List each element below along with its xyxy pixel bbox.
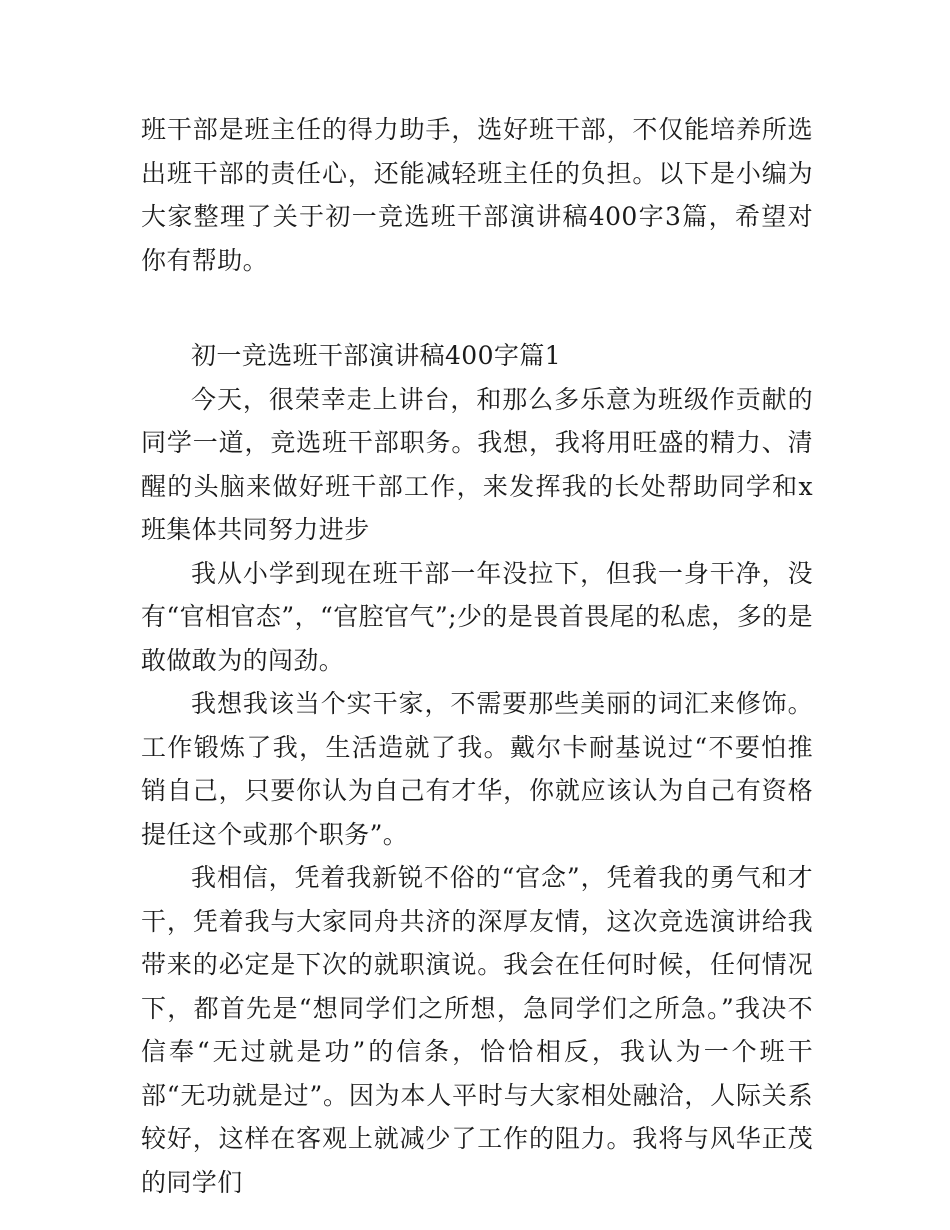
body-paragraph-3: 我想我该当个实干家，不需要那些美丽的词汇来修饰。工作锻炼了我，生活造就了我。戴尔卡耐基说过“不要怕推销自己，只要你认为自己有才华，你就应该认为自己有资格提任这个或那个职务”。 (141, 689, 813, 849)
body-paragraph-1: 今天，很荣幸走上讲台，和那么多乐意为班级作贡献的同学一道，竞选班干部职务。我想，我将用旺盛的精力、清醒的头脑来做好班干部工作，来发挥我的长处帮助同学和x班集体共同努力进步 (141, 384, 813, 544)
section-title: 初一竞选班干部演讲稿400字篇1 (191, 341, 562, 370)
document-body (141, 108, 813, 1204)
intro-paragraph: 班干部是班主任的得力助手，选好班干部，不仅能培养所选出班干部的责任心，还能减轻班主任的负担。以下是小编为大家整理了关于初一竞选班干部演讲稿400字3篇，希望对你有帮助。 (141, 115, 813, 275)
body-paragraph-4: 我相信，凭着我新锐不俗的“官念”，凭着我的勇气和才干，凭着我与大家同舟共济的深厚友情，这次竞选演讲给我带来的必定是下次的就职演说。我会在任何时候，任何情况下，都首先是“想同学们之所想，急同学们之所急。”我决不信奉“无过就是功”的信条，恰恰相反，我认为一个班干部“无功就是过”。因为本人平时与大家相处融洽，人际关系较好，这样在客观上就减少了工作的阻力。我将与风华正茂的同学们 (141, 863, 813, 1197)
body-paragraph-2: 我从小学到现在班干部一年没拉下，但我一身干净，没有“官相官态”，“官腔官气”;少的是畏首畏尾的私虑，多的是敢做敢为的闯劲。 (141, 558, 813, 675)
